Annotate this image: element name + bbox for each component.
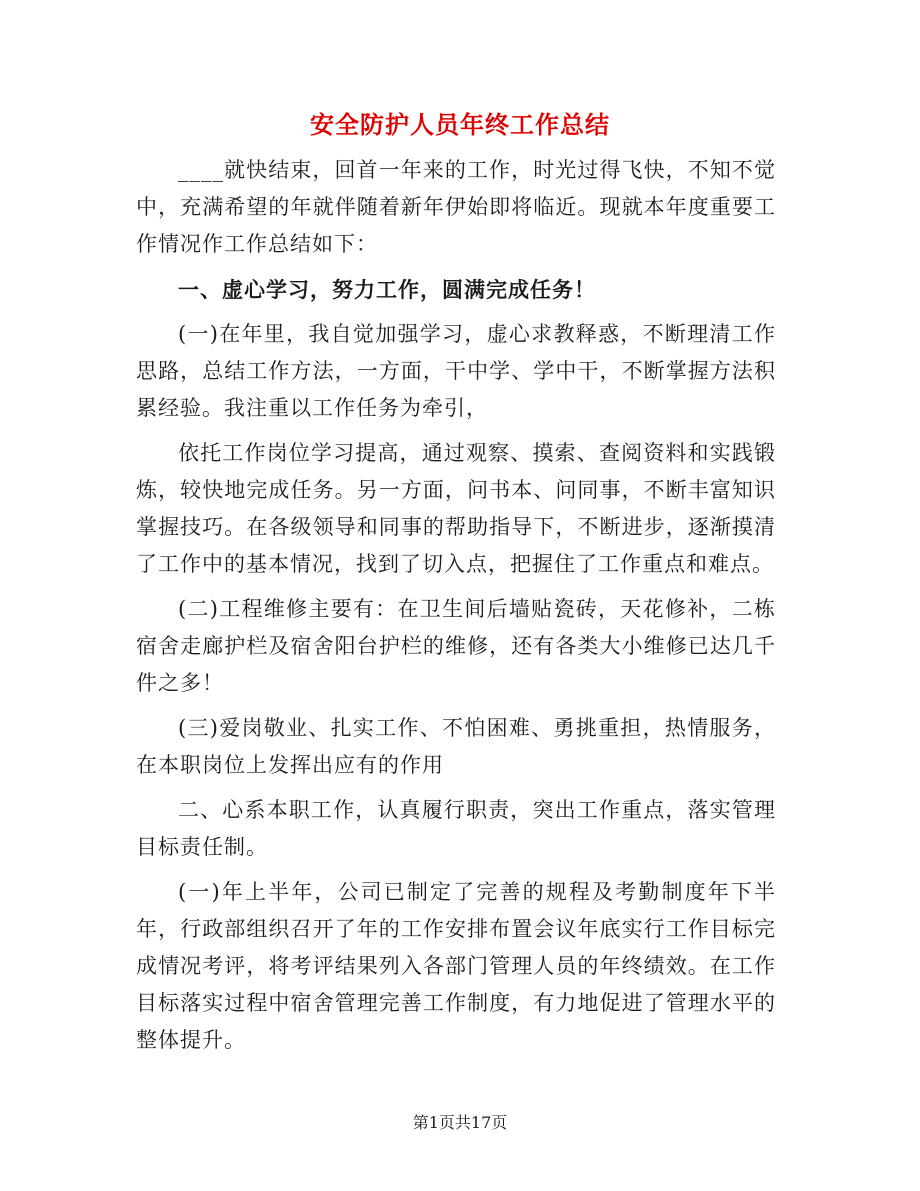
paragraph-management: (一)年上半年，公司已制定了完善的规程及考勤制度年下半年，行政部组织召开了年的工作安排布置会议年底实行工作目标完成情况考评，将考评结果列入各部门管理人员的年终绩效。在工作目标落实过程中宿舍管理完善工作制度，有力地促进了管理水平的整体提升。 [136, 880, 776, 1052]
section-heading-1: 一、虚心学习，努力工作，圆满完成任务！ [178, 277, 596, 302]
paragraph-dedication: (三)爱岗敬业、扎实工作、不怕困难、勇挑重担，热情服务，在本职岗位上发挥出应有的作用 [136, 716, 776, 777]
paragraph-study: (一)在年里，我自觉加强学习，虚心求教释惑，不断理清工作思路，总结工作方法，一方面，干中学、学中干，不断掌握方法积累经验。我注重以工作任务为牵引， [136, 322, 776, 420]
document-title: 安全防护人员年终工作总结 [310, 110, 610, 139]
paragraph-intro: ____就快结束，回首一年来的工作，时光过得飞快，不知不觉中，充满希望的年就伴随着新年伊始即将临近。现就本年度重要工作情况作工作总结如下： [136, 158, 776, 256]
paragraph-maintenance: (二)工程维修主要有：在卫生间后墙贴瓷砖，天花修补，二栋宿舍走廊护栏及宿舍阳台护栏的维修，还有各类大小维修已达几千件之多！ [136, 597, 776, 695]
section-heading-2: 二、心系本职工作，认真履行职责，突出工作重点，落实管理目标责任制。 [136, 798, 776, 859]
document-body [136, 152, 776, 1067]
paragraph-improve: 依托工作岗位学习提高，通过观察、摸索、查阅资料和实践锻炼，较快地完成任务。另一方面，问书本、问同事，不断丰富知识掌握技巧。在各级领导和同事的帮助指导下，不断进步，逐渐摸清了工作中的基本情况，找到了切入点，把握住了工作重点和难点。 [136, 441, 776, 576]
page-number: 第1页共17页 [412, 1113, 508, 1132]
